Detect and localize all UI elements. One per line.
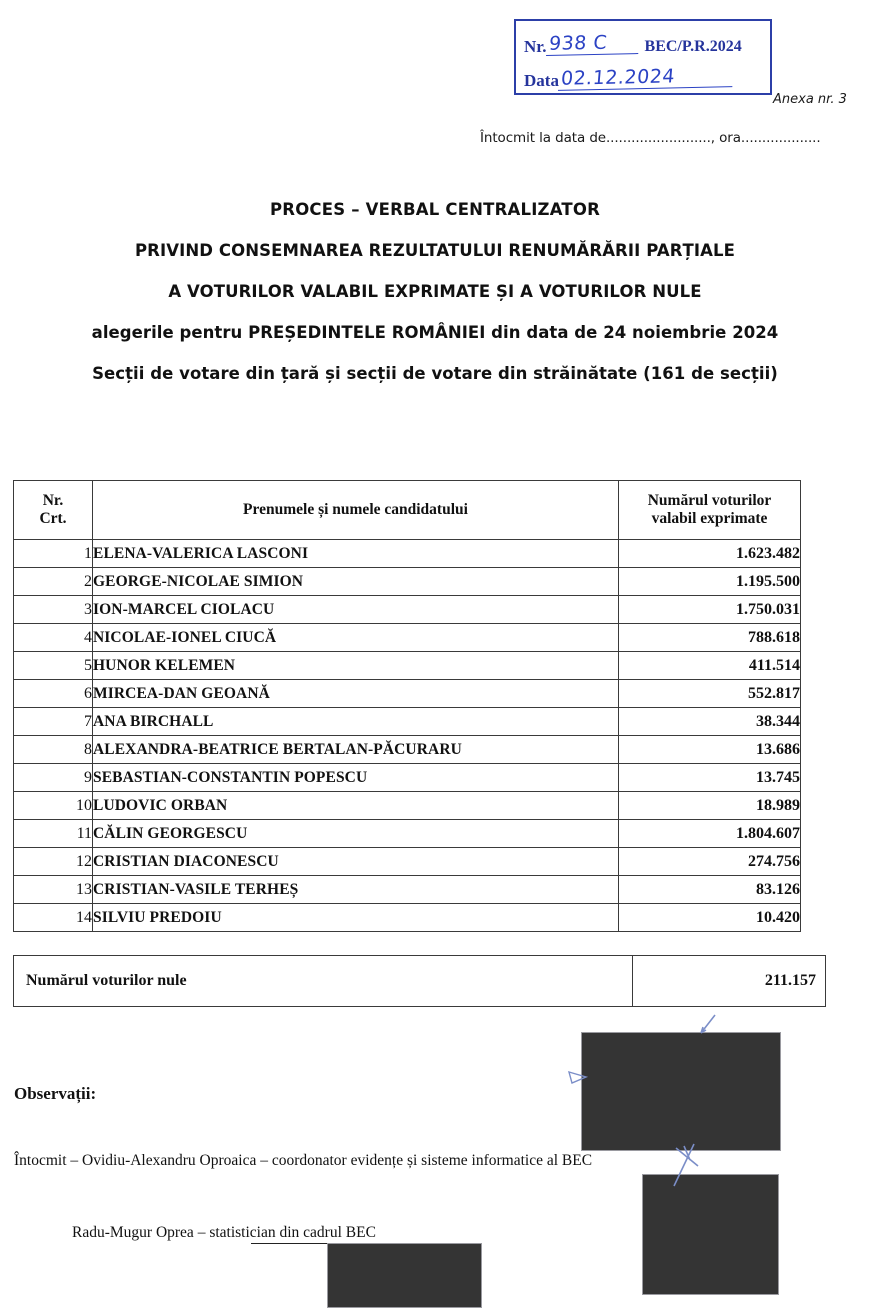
candidate-votes-cell: 1.623.482 [619, 540, 801, 568]
stamp-nr-handwritten-value: 938 C [546, 33, 640, 56]
null-votes-table [13, 955, 826, 1007]
table-header-row [14, 481, 801, 540]
redaction-box-signature-3 [327, 1243, 482, 1308]
table-row [14, 540, 801, 568]
row-index-cell: 6 [14, 680, 93, 708]
stamp-data-handwritten-value: 02.12.2024 [558, 66, 734, 91]
column-header-nr-crt [14, 481, 93, 540]
column-header-votes [619, 481, 801, 540]
stamp-data-label: Data [524, 71, 559, 90]
candidate-name-cell: CĂLIN GEORGESCU [93, 820, 619, 848]
redaction-box-signature-1 [581, 1032, 781, 1151]
row-index-cell: 5 [14, 652, 93, 680]
row-index-cell: 11 [14, 820, 93, 848]
row-index-cell: 13 [14, 876, 93, 904]
table-row [14, 596, 801, 624]
candidate-name-cell: NICOLAE-IONEL CIUCĂ [93, 624, 619, 652]
candidate-votes-cell: 1.195.500 [619, 568, 801, 596]
anexa-label: Anexa nr. 3 [773, 92, 847, 107]
stamp-number-line [524, 25, 764, 55]
candidate-votes-cell: 18.989 [619, 792, 801, 820]
table-row [14, 956, 826, 1007]
title-subtitle-1: PRIVIND CONSEMNAREA REZULTATULUI RENUMĂRĂRII PARȚIALE [134, 241, 735, 260]
table-row [14, 736, 801, 764]
candidate-votes-cell: 788.618 [619, 624, 801, 652]
candidate-name-cell: HUNOR KELEMEN [93, 652, 619, 680]
row-index-cell: 3 [14, 596, 93, 624]
candidate-name-cell: LUDOVIC ORBAN [93, 792, 619, 820]
table-row [14, 876, 801, 904]
table-row [14, 568, 801, 596]
table-row [14, 652, 801, 680]
candidate-name-cell: ANA BIRCHALL [93, 708, 619, 736]
row-index-cell: 12 [14, 848, 93, 876]
table-row [14, 792, 801, 820]
table-row [14, 708, 801, 736]
observatii-label: Observații: [14, 1084, 97, 1103]
document-title-block [0, 200, 870, 383]
candidate-name-cell: SEBASTIAN-CONSTANTIN POPESCU [93, 764, 619, 792]
registration-stamp-box [514, 19, 772, 95]
row-index-cell: 8 [14, 736, 93, 764]
redaction-box-signature-2 [642, 1174, 779, 1295]
title-scope-line: Secții de votare din țară și secții de votare din străinătate (161 de secții) [92, 364, 778, 383]
candidate-votes-cell: 83.126 [619, 876, 801, 904]
candidate-votes-cell: 552.817 [619, 680, 801, 708]
row-index-cell: 2 [14, 568, 93, 596]
table-row [14, 680, 801, 708]
table-row [14, 904, 801, 932]
candidate-votes-cell: 274.756 [619, 848, 801, 876]
table-row [14, 848, 801, 876]
candidate-votes-cell: 13.686 [619, 736, 801, 764]
candidate-name-cell: ELENA-VALERICA LASCONI [93, 540, 619, 568]
intocmit-date-line: Întocmit la data de........................., ora................... [480, 130, 821, 146]
stamp-nr-suffix: BEC/P.R.2024 [644, 38, 742, 55]
row-index-cell: 14 [14, 904, 93, 932]
column-header-candidate: Prenumele și numele candidatului [93, 481, 619, 540]
row-index-cell: 9 [14, 764, 93, 792]
candidate-name-cell: CRISTIAN-VASILE TERHEȘ [93, 876, 619, 904]
stamp-nr-label: Nr. [524, 37, 547, 56]
row-index-cell: 7 [14, 708, 93, 736]
table-row [14, 764, 801, 792]
results-table [13, 480, 801, 932]
candidate-name-cell: ION-MARCEL CIOLACU [93, 596, 619, 624]
candidate-votes-cell: 411.514 [619, 652, 801, 680]
row-index-cell: 1 [14, 540, 93, 568]
column-header-votes-line2: valabil exprimate [651, 510, 768, 527]
candidate-votes-cell: 38.344 [619, 708, 801, 736]
page-title: PROCES – VERBAL CENTRALIZATOR [270, 200, 600, 219]
column-header-votes-line1: Numărul voturilor [647, 492, 772, 510]
candidate-name-cell: GEORGE-NICOLAE SIMION [93, 568, 619, 596]
candidate-name-cell: CRISTIAN DIACONESCU [93, 848, 619, 876]
candidate-votes-cell: 10.420 [619, 904, 801, 932]
candidate-name-cell: SILVIU PREDOIU [93, 904, 619, 932]
table-row [14, 624, 801, 652]
row-index-cell: 4 [14, 624, 93, 652]
row-index-cell: 10 [14, 792, 93, 820]
candidate-name-cell: ALEXANDRA-BEATRICE BERTALAN-PĂCURARU [93, 736, 619, 764]
candidate-votes-cell: 1.750.031 [619, 596, 801, 624]
title-election-line: alegerile pentru PREȘEDINTELE ROMÂNIEI din data de 24 noiembrie 2024 [91, 323, 779, 342]
candidate-votes-cell: 13.745 [619, 764, 801, 792]
title-subtitle-2: A VOTURILOR VALABIL EXPRIMATE ȘI A VOTURILOR NULE [168, 282, 702, 301]
table-row [14, 820, 801, 848]
signer-line-coordinator: Întocmit – Ovidiu-Alexandru Oproaica – coordonator evidențe și sisteme informatice al BEC [14, 1152, 593, 1169]
stamp-date-line [524, 59, 764, 89]
candidate-name-cell: MIRCEA-DAN GEOANĂ [93, 680, 619, 708]
column-header-nr-line2: Crt. [39, 510, 67, 527]
column-header-nr-line1: Nr. [42, 492, 64, 510]
candidate-votes-cell: 1.804.607 [619, 820, 801, 848]
signer-line-statistician: Radu-Mugur Oprea – statistician din cadrul BEC [72, 1224, 376, 1241]
null-votes-value: 211.157 [633, 956, 826, 1007]
null-votes-label: Numărul voturilor nule [14, 956, 633, 1007]
